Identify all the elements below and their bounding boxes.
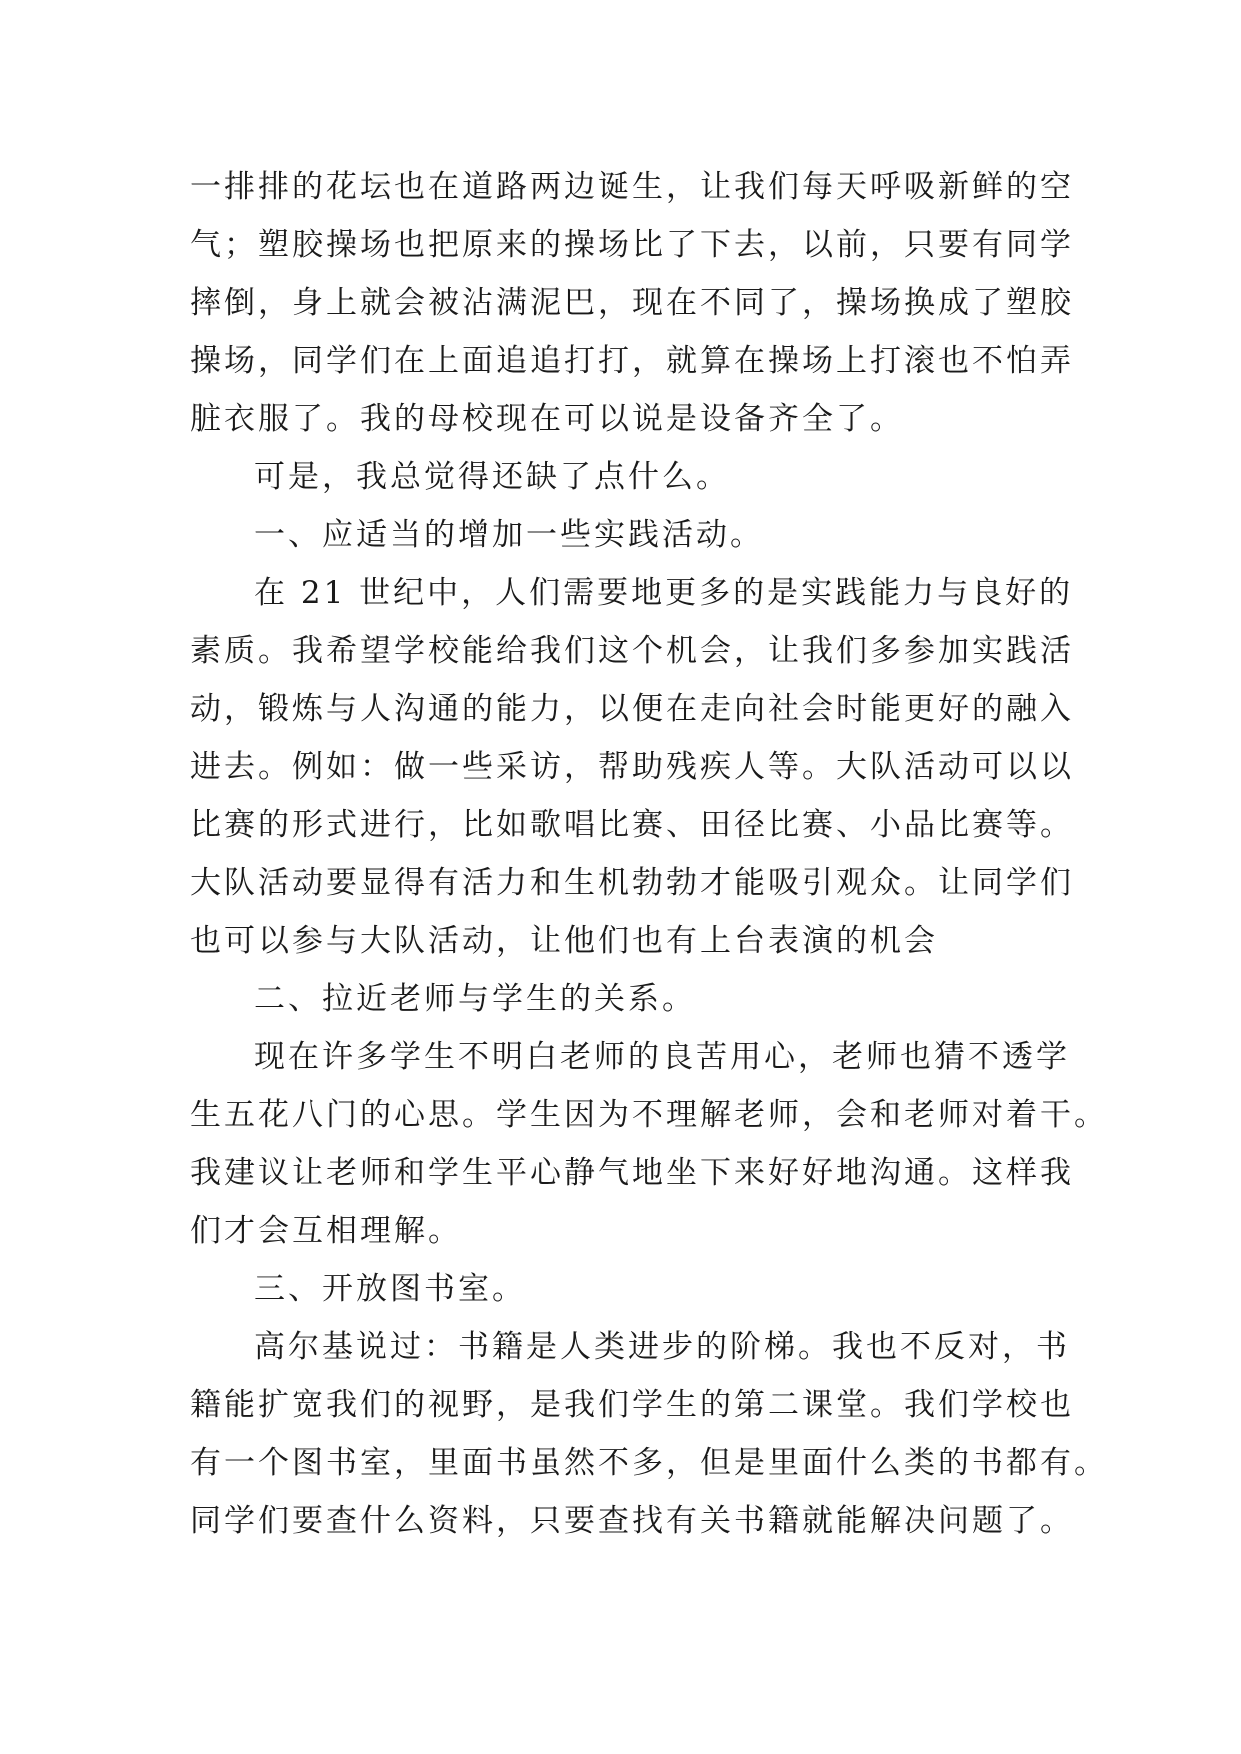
text-line: 们才会互相理解。	[190, 1213, 462, 1249]
text-line: 进去。例如：做一些采访，帮助残疾人等。大队活动可以以	[190, 749, 1074, 785]
text-line: 也可以参与大队活动，让他们也有上台表演的机会	[190, 923, 938, 959]
text-line: 同学们要查什么资料，只要查找有关书籍就能解决问题了。	[190, 1503, 1074, 1539]
text-line: 在 21 世纪中，人们需要地更多的是实践能力与良好的	[254, 575, 1074, 611]
text-line: 大队活动要显得有活力和生机勃勃才能吸引观众。让同学们	[190, 865, 1074, 901]
section-heading: 一、应适当的增加一些实践活动。	[254, 517, 764, 553]
text-line: 摔倒，身上就会被沾满泥巴，现在不同了，操场换成了塑胶	[190, 285, 1074, 321]
text-line: 有一个图书室，里面书虽然不多，但是里面什么类的书都有。	[190, 1445, 1108, 1481]
text-line: 气；塑胶操场也把原来的操场比了下去，以前，只要有同学	[190, 227, 1074, 263]
text-line: 高尔基说过：书籍是人类进步的阶梯。我也不反对，书	[254, 1329, 1070, 1365]
text-line: 比赛的形式进行，比如歌唱比赛、田径比赛、小品比赛等。	[190, 807, 1074, 843]
text-line: 籍能扩宽我们的视野，是我们学生的第二课堂。我们学校也	[190, 1387, 1074, 1423]
body-text	[190, 158, 1108, 1550]
text-line: 脏衣服了。我的母校现在可以说是设备齐全了。	[190, 401, 904, 437]
text-line: 操场，同学们在上面追追打打，就算在操场上打滚也不怕弄	[190, 343, 1074, 379]
section-heading: 二、拉近老师与学生的关系。	[254, 981, 696, 1017]
section-heading: 三、开放图书室。	[254, 1271, 526, 1307]
text-line: 现在许多学生不明白老师的良苦用心，老师也猜不透学	[254, 1039, 1070, 1075]
text-line: 动，锻炼与人沟通的能力，以便在走向社会时能更好的融入	[190, 691, 1074, 727]
text-line: 素质。我希望学校能给我们这个机会，让我们多参加实践活	[190, 633, 1074, 669]
text-line: 我建议让老师和学生平心静气地坐下来好好地沟通。这样我	[190, 1155, 1074, 1191]
text-line: 可是，我总觉得还缺了点什么。	[254, 459, 730, 495]
text-line: 生五花八门的心思。学生因为不理解老师，会和老师对着干。	[190, 1097, 1108, 1133]
text-line: 一排排的花坛也在道路两边诞生，让我们每天呼吸新鲜的空	[190, 169, 1074, 205]
